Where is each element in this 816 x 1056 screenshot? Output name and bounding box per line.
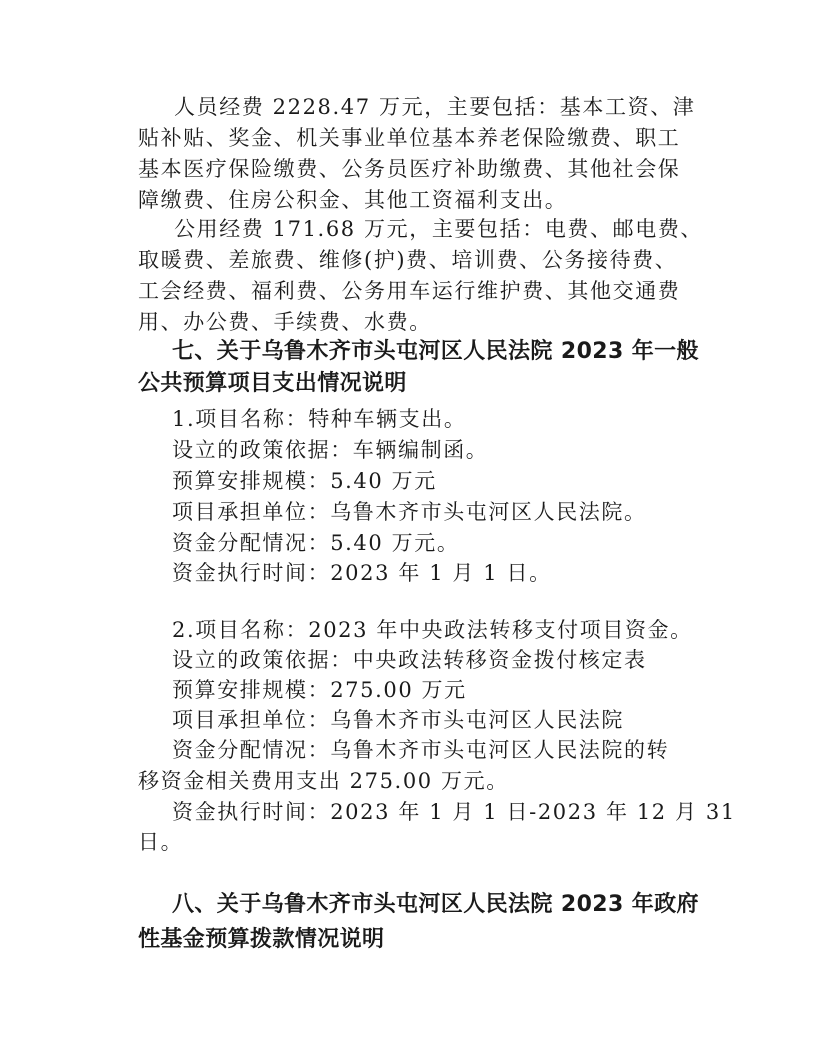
public-line-1: 公用经费 171.68 万元，主要包括：电费、邮电费、: [174, 217, 704, 241]
project-2-name: 2.项目名称：2023 年中央政法转移支付项目资金。: [172, 618, 693, 642]
project-1-unit: 项目承担单位：乌鲁木齐市头屯河区人民法院。: [172, 500, 647, 524]
project-2-time-line-1: 资金执行时间：2023 年 1 月 1 日-2023 年 12 月 31: [172, 800, 736, 824]
project-2-allocation-line-2: 移资金相关费用支出 275.00 万元。: [138, 769, 509, 793]
project-1-time: 资金执行时间：2023 年 1 月 1 日。: [172, 561, 552, 585]
project-2-basis: 设立的政策依据：中央政法转移资金拨付核定表: [172, 648, 647, 672]
project-1-allocation: 资金分配情况：5.40 万元。: [172, 531, 460, 555]
project-2-unit: 项目承担单位：乌鲁木齐市头屯河区人民法院: [172, 708, 624, 732]
personnel-line-3: 基本医疗保险缴费、公务员医疗补助缴费、其他社会保: [138, 157, 681, 181]
public-line-2: 取暖费、差旅费、维修(护)费、培训费、公务接待费、: [138, 248, 678, 272]
personnel-line-4: 障缴费、住房公积金、其他工资福利支出。: [138, 188, 568, 212]
project-2-allocation-line-1: 资金分配情况：乌鲁木齐市头屯河区人民法院的转: [172, 738, 670, 762]
public-line-4: 用、办公费、手续费、水费。: [138, 310, 432, 334]
section-8-heading-line-1: 八、关于乌鲁木齐市头屯河区人民法院 2023 年政府: [172, 892, 699, 917]
public-line-3: 工会经费、福利费、公务用车运行维护费、其他交通费: [138, 279, 681, 303]
section-7-heading-line-1: 七、关于乌鲁木齐市头屯河区人民法院 2023 年一般: [172, 339, 699, 364]
personnel-line-2: 贴补贴、奖金、机关事业单位基本养老保险缴费、职工: [138, 126, 681, 150]
project-1-name: 1.项目名称：特种车辆支出。: [172, 407, 467, 431]
section-8-heading-line-2: 性基金预算拨款情况说明: [138, 927, 385, 952]
project-2-scale: 预算安排规模：275.00 万元: [172, 678, 467, 702]
section-7-heading-line-2: 公共预算项目支出情况说明: [138, 371, 407, 396]
project-2-time-line-2: 日。: [138, 830, 184, 854]
project-1-scale: 预算安排规模：5.40 万元: [172, 469, 437, 493]
personnel-line-1: 人员经费 2228.47 万元，主要包括：基本工资、津: [174, 95, 696, 119]
project-1-basis: 设立的政策依据：车辆编制函。: [172, 438, 489, 462]
